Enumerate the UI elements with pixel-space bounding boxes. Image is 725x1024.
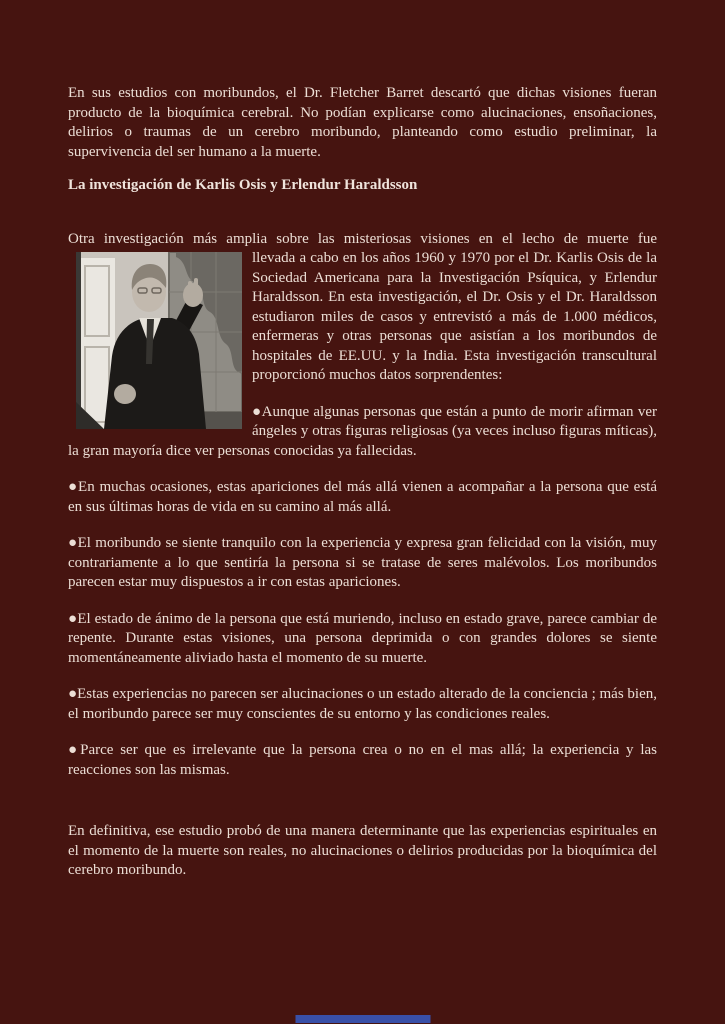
- bullet-item-not-hallucinations: ●Estas experiencias no parecen ser alucinaciones o un estado alterado de la conciencia ; más bien, el moribundo parece ser muy conscientes de su entorno y las condiciones reales.: [68, 686, 657, 722]
- bullet-item-angels-figures: ●Aunque algunas personas que están a punto de morir afirman ver ángeles y otras figuras religiosas (ya veces incluso figuras míticas), la gran mayoría dice ver personas conocidas ya fallecidas.: [68, 403, 657, 459]
- section-heading: La investigación de Karlis Osis y Erlendur Haraldsson: [68, 177, 418, 193]
- research-paragraph-rest: llevada a cabo en los años 1960 y 1970 por el Dr. Karlis Osis de la Sociedad Americana para la Investigación Psíquica, y Erlendur Haraldsson. En esta investigación, el Dr. Osis y el Dr. Haraldsson estudiaron miles de casos y entrevistó a más de 1.000 médicos, enfermeras y otras personas que asistían a los moribundos de hospitales de EE.UU. y la India. Esta investigación transcultural proporcionó muchos datos sorprendentes:: [252, 250, 657, 383]
- intro-paragraph: En sus estudios con moribundos, el Dr. Fletcher Barret descartó que dichas visiones fueran producto de la bioquímica cerebral. No podían explicarse como alucinaciones, ensoñaciones, delirios o traumas de un cerebro moribundo, planteando como estudio preliminar, la supervivencia del ser humano a la muerte.: [68, 85, 657, 160]
- bullet-item-tranquility: ●El moribundo se siente tranquilo con la experiencia y expresa gran felicidad con la visión, muy contrariamente a lo que sentiría la persona si se tratase de seres malévolos. Los moribundos parecen estar muy dispuestos a ir con estas apariciones.: [68, 535, 657, 590]
- bullet-item-mood-change: ●El estado de ánimo de la persona que está muriendo, incluso en estado grave, parece cambiar de repente. Durante estas visiones, una persona deprimida o con grandes dolores se siente momentáneamente aliviado hasta el momento de su muerte.: [68, 610, 657, 666]
- bullet-item-apparitions-accompany: ●En muchas ocasiones, estas apariciones del más allá vienen a acompañar a la persona que está en sus últimas horas de vida en su camino al más allá.: [68, 479, 657, 515]
- osis-photo: [76, 252, 242, 429]
- bottom-accent-bar: [295, 1015, 430, 1023]
- research-paragraph-first-line: Otra investigación más amplia sobre las misteriosas visiones en el lecho de muerte fue: [68, 230, 657, 247]
- conclusion-paragraph: En definitiva, ese estudio probó de una manera determinante que las experiencias espirituales en el momento de la muerte son reales, no alucinaciones o delirios producidas por la bioquímica del cerebro moribundo.: [68, 823, 657, 878]
- osis-photo-graphic: [76, 252, 242, 429]
- bullet-item-belief-irrelevant: ●Parce ser que es irrelevante que la persona crea o no en el mas allá; la experiencia y las reacciones son las mismas.: [68, 742, 657, 778]
